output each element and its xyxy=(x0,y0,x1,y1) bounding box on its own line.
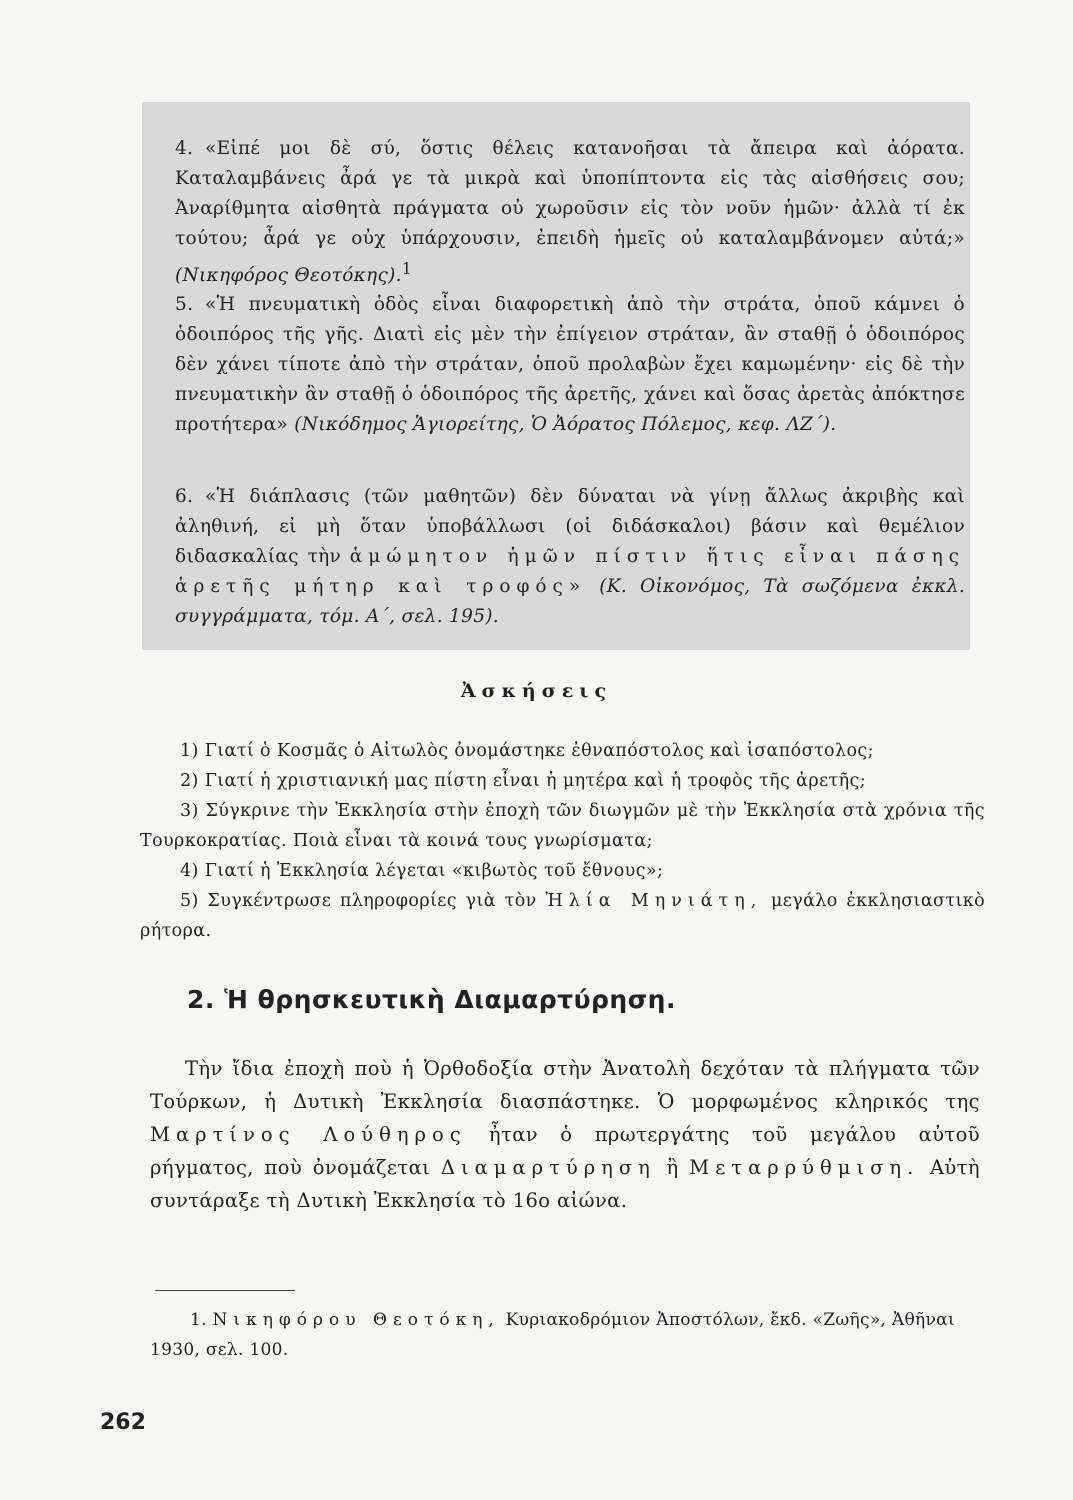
term: Μεταρρύθμιση. xyxy=(689,1156,920,1179)
quote-number: 5. xyxy=(175,294,194,315)
quote-source: (Νικηφόρος Θεοτόκης). xyxy=(175,265,402,287)
term: Διαμαρτύρηση xyxy=(440,1156,656,1179)
quote-text: «Ἡ διάπλασις (τῶν μαθητῶν) δὲν δύναται νὰ γίνῃ ἄλλως ἀκριβὴς καὶ ἀληθινή, εἰ μὴ ὅταν ὑποβάλλωσι (οἱ διδάσκαλοι) βάσιν καὶ θεμέλιον διδασκαλίας τὴν xyxy=(175,486,965,567)
section-paragraph xyxy=(150,1052,980,1217)
exercise-item: 3) Σύγκρινε τὴν Ἐκκλησία στὴν ἐποχὴ τῶν διωγμῶν μὲ τὴν Ἐκκλησία στὰ χρόνια τῆς Τουρκοκρατίας. Ποιὰ εἶναι τὰ κοινά τους γνωρίσματα; xyxy=(140,801,985,851)
quote-text: «Εἰπέ μοι δὲ σύ, ὅστις θέλεις κατανοῆσαι τὰ ἄπειρα καὶ ἀόρατα. Καταλαμβάνεις ἆρά γε τὰ μικρὰ καὶ ὑποπίπτοντα εἰς τὰς αἰσθήσεις σου; Ἀναρίθμητα αἰσθητὰ πράγματα οὐ χωροῦσιν εἰς τὸν νοῦν ἡμῶν· ἀλλὰ τί ἐκ τούτου; ἆρά γε οὐχ ὑπάρχουσιν, ἐπειδὴ ἡμεῖς οὐ καταλαμβάνομεν αὐτά;» xyxy=(175,138,965,249)
section-title: 2. Ἡ θρησκευτικὴ Διαμαρτύρηση. xyxy=(187,985,676,1014)
exercises-list xyxy=(140,736,985,946)
paragraph-text: Αὐτὴ συντάραξε τὴ Δυτικὴ Ἐκκλησία τὸ 16ο αἰώνα. xyxy=(150,1156,980,1212)
paragraph-text: ἦταν ὁ πρωτεργάτης τοῦ μεγάλου αὐτοῦ ρήγματος, ποὺ ὀνομάζεται xyxy=(150,1123,980,1179)
quote-source: (Νικόδημος Ἁγιορείτης, Ὁ Ἀόρατος Πόλεμος, κεφ. ΛΖ΄). xyxy=(294,414,837,435)
exercise-text: μεγάλο ἐκκλησιαστικὸ ρήτορα. xyxy=(140,891,986,941)
exercise-text: 5) Συγκέντρωσε πληροφορίες γιὰ τὸν xyxy=(180,891,537,911)
footnote-text: Κυριακοδρόμιον Ἀποστόλων, ἔκδ. «Ζωῆς», Ἀθῆναι 1930, σελ. 100. xyxy=(150,1310,955,1360)
quote-source: (Κ. Οἰκονόμος, Τὰ σωζόμενα ἐκκλ. συγγράμματα, τόμ. Α΄, σελ. 195). xyxy=(175,576,966,627)
footnote-author: Νικηφόρου Θεοτόκη, xyxy=(212,1310,500,1330)
footnote-divider xyxy=(155,1290,295,1291)
paragraph-text: ἢ xyxy=(666,1156,679,1179)
quote-number: 4. xyxy=(175,138,194,159)
exercises-title: Ἀσκήσεις xyxy=(460,680,613,702)
quote-spaced-text: ἁμώμητον ἡμῶν πίστιν ἥτις εἶναι πάσης ἀρετῆς μήτηρ καὶ τροφός» xyxy=(175,546,966,597)
exercise-item-5 xyxy=(140,886,985,946)
quote-text: «Ἡ πνευματικὴ ὁδὸς εἶναι διαφορετικὴ ἀπὸ τὴν στράτα, ὁποῦ κάμνει ὁ ὁδοιπόρος τῆς γῆς. Διατὶ εἰς μὲν τὴν ἐπίγειον στράταν, ἂν σταθῇ ὁ ὁδοιπόρος δὲν χάνει τίποτε ἀπὸ τὴν στράταν, ὁποῦ προλαβὼν ἔχει καμωμένην· εἰς δὲ τὴν πνευματικὴν ἂν σταθῇ ὁ ὁδοιπόρος τῆς ἀρετῆς, χάνει καὶ ὅσας ἀρετὰς ἀπόκτησε προτήτερα» xyxy=(175,294,965,435)
exercise-item: 1) Γιατί ὁ Κοσμᾶς ὁ Αἰτωλὸς ὀνομάστηκε ἐθναπόστολος καὶ ἰσαπόστολος; xyxy=(180,741,874,761)
exercise-name: Ἠλία Μηνιάτη, xyxy=(545,891,763,911)
footnote xyxy=(150,1305,985,1365)
exercise-item: 2) Γιατί ἡ χριστιανική μας πίστη εἶναι ἡ μητέρα καὶ ἡ τροφὸς τῆς ἀρετῆς; xyxy=(180,771,867,791)
exercise-item: 4) Γιατί ἡ Ἐκκλησία λέγεται «κιβωτὸς τοῦ ἔθνους»; xyxy=(180,861,664,881)
page-number: 262 xyxy=(100,1410,146,1435)
quote-6 xyxy=(175,482,965,632)
person-name: Μαρτίνος Λούθηρος xyxy=(150,1123,467,1146)
footnote-mark: 1 xyxy=(401,260,412,278)
footnote-mark: 1. xyxy=(190,1310,207,1330)
paragraph-text: Τὴν ἴδια ἐποχὴ ποὺ ἡ Ὀρθοδοξία στὴν Ἀνατολὴ δεχόταν τὰ πλήγματα τῶν Τούρκων, ἡ Δυτικὴ Ἐκκλησία διασπάστηκε. Ὁ μορφωμένος κληρικός της xyxy=(150,1057,980,1113)
quote-number: 6. xyxy=(175,486,194,507)
quote-4 xyxy=(175,134,965,291)
quote-5 xyxy=(175,290,965,440)
